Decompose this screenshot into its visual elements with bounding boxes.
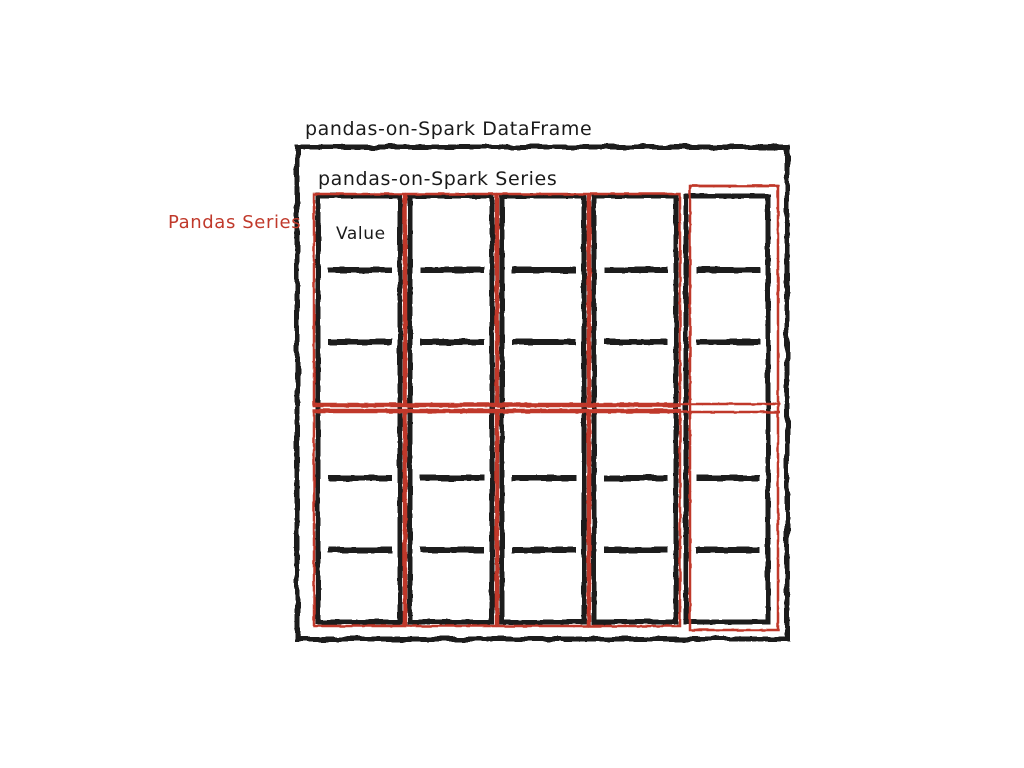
- dataframe-title-label: pandas-on-Spark DataFrame: [305, 118, 593, 140]
- pandas-series-highlight-col1-bottom: [314, 410, 404, 626]
- value-cell-label: Value: [336, 224, 386, 244]
- pandas-series-label: Pandas Series: [168, 212, 302, 233]
- pandas-on-spark-series-label: pandas-on-Spark Series: [318, 168, 558, 190]
- dataframe-outer-box: [297, 147, 787, 639]
